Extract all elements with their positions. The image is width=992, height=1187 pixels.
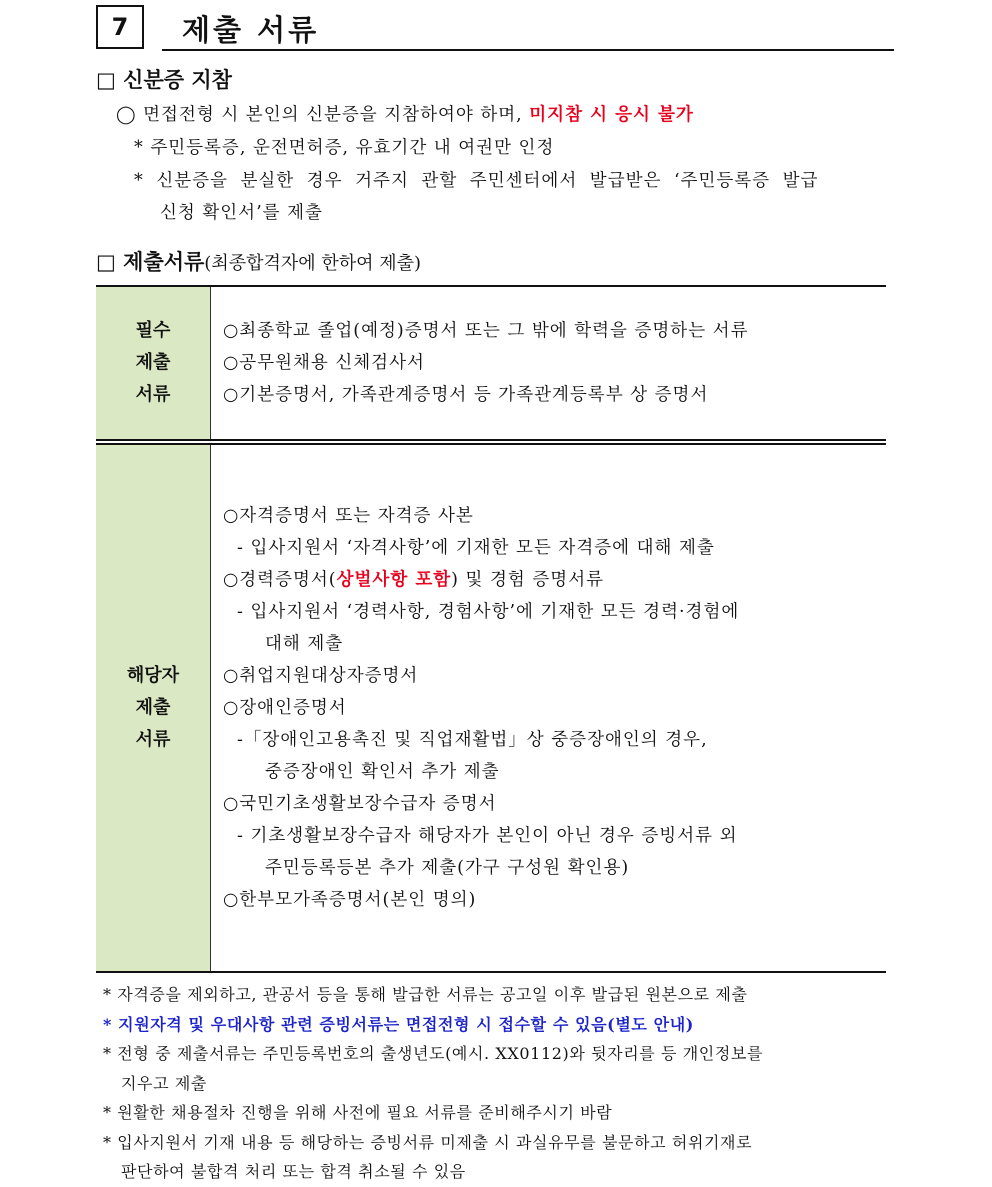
id-note-1: * 주민등록증, 운전면허증, 유효기간 내 여권만 인정 bbox=[134, 138, 555, 158]
note: 판단하여 불합격 처리 또는 합격 취소될 수 있음 bbox=[121, 1162, 466, 1181]
id-note-2-line-1: * 신분증을 분실한 경우 거주지 관할 주민센터에서 발급받은 ‘주민등록증 발급 bbox=[134, 171, 819, 191]
list-item: ○공무원채용 신체검사서 bbox=[223, 353, 425, 373]
id-note-2-line-2: 신청 확인서’를 제출 bbox=[160, 203, 323, 223]
section-title: 제출 서류 bbox=[182, 13, 320, 47]
list-item: ○장애인증명서 bbox=[223, 698, 347, 718]
docs-heading-title: □ 제출서류 bbox=[96, 250, 205, 274]
list-item-text: ○경력증명서( bbox=[223, 570, 337, 590]
notes bbox=[103, 980, 763, 1187]
list-item: - 입사지원서 ‘경력사항, 경험사항’에 기재한 모든 경력·경험에 bbox=[237, 602, 740, 622]
section-number: 7 bbox=[96, 5, 144, 49]
note-highlight: * 지원자격 및 우대사항 관련 증빙서류는 면접전형 시 접수할 수 있음(별도 안내) bbox=[103, 1014, 694, 1034]
list-item: 중증장애인 확인서 추가 제출 bbox=[265, 762, 500, 782]
applicable-label-line: 제출 bbox=[135, 697, 171, 718]
list-item-highlight: 상벌사항 포함 bbox=[336, 570, 452, 590]
note: * 자격증을 제외하고, 관공서 등을 통해 발급한 서류는 공고일 이후 발급된 원본으로 제출 bbox=[103, 985, 748, 1004]
required-label-line: 제출 bbox=[135, 352, 171, 373]
note: * 전형 중 제출서류는 주민등록번호의 출생년도(예시. XX0112)와 뒷자리를 등 개인정보를 bbox=[103, 1044, 764, 1063]
list-item: ○한부모가족증명서(본인 명의) bbox=[223, 890, 477, 910]
list-item: ○최종학교 졸업(예정)증명서 또는 그 밖에 학력을 증명하는 서류 bbox=[223, 321, 749, 341]
section-underline bbox=[162, 49, 894, 51]
documents-table bbox=[96, 285, 886, 973]
list-item: ○자격증명서 또는 자격증 사본 bbox=[223, 506, 474, 526]
list-item-text: ) 및 경험 증명서류 bbox=[451, 570, 605, 590]
required-row bbox=[96, 287, 886, 439]
list-item: - 입사지원서 ‘자격사항’에 기재한 모든 자격증에 대해 제출 bbox=[237, 538, 715, 558]
required-label bbox=[96, 287, 211, 439]
list-item: -「장애인고용촉진 및 직업재활법」상 중증장애인의 경우, bbox=[237, 730, 708, 750]
list-item: ○국민기초생활보장수급자 증명서 bbox=[223, 794, 497, 814]
required-items bbox=[211, 287, 886, 439]
required-label-line: 필수 bbox=[135, 320, 171, 341]
list-item: ○취업지원대상자증명서 bbox=[223, 666, 419, 686]
applicable-items bbox=[211, 445, 886, 971]
required-label-line: 서류 bbox=[135, 384, 171, 405]
docs-heading-sub: (최종합격자에 한하여 제출) bbox=[204, 253, 422, 274]
list-item bbox=[223, 564, 886, 596]
list-item: ○기본증명서, 가족관계증명서 등 가족관계등록부 상 증명서 bbox=[223, 385, 709, 405]
id-heading: □ 신분증 지참 bbox=[96, 68, 232, 92]
note: * 입사지원서 기재 내용 등 해당하는 증빙서류 미제출 시 과실유무를 불문하고 허위기재로 bbox=[103, 1132, 753, 1152]
id-bullet bbox=[116, 101, 694, 126]
list-item: - 기초생활보장수급자 해당자가 본인이 아닌 경우 증빙서류 외 bbox=[237, 826, 738, 846]
applicable-label-line: 해당자 bbox=[126, 665, 180, 686]
applicable-row bbox=[96, 445, 886, 971]
note: * 원활한 채용절차 진행을 위해 사전에 필요 서류를 준비해주시기 바람 bbox=[103, 1103, 613, 1122]
id-bullet-text: ◯ 면접전형 시 본인의 신분증을 지참하여야 하며, bbox=[116, 105, 530, 125]
list-item: 주민등록등본 추가 제출(가구 구성원 확인용) bbox=[265, 858, 630, 878]
id-bullet-warning: 미지참 시 응시 불가 bbox=[529, 105, 694, 125]
table-bottom-border bbox=[96, 971, 886, 973]
applicable-label-line: 서류 bbox=[135, 729, 171, 750]
applicable-label bbox=[96, 445, 211, 971]
list-item: 대해 제출 bbox=[265, 634, 344, 654]
docs-heading bbox=[96, 246, 421, 276]
note: 지우고 제출 bbox=[121, 1073, 207, 1093]
